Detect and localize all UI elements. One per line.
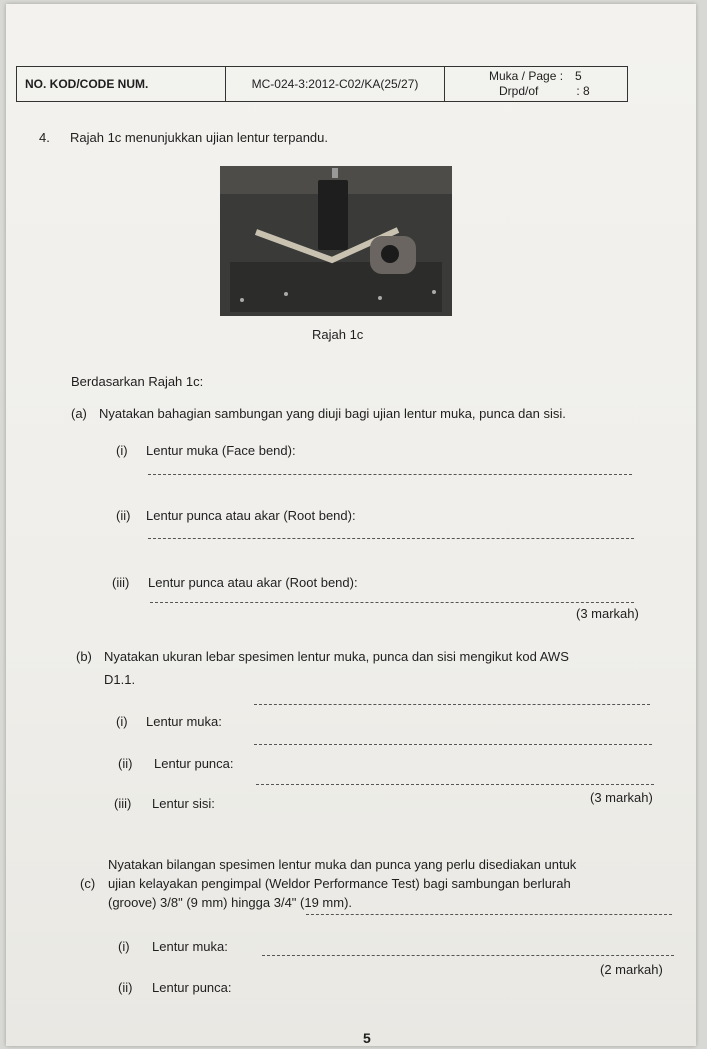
part-c-item-2-num: (ii) bbox=[118, 980, 133, 995]
answer-line[interactable] bbox=[150, 602, 634, 603]
page-label: Muka / Page : bbox=[489, 69, 564, 83]
code-value: MC-024-3:2012-C02/KA(25/27) bbox=[226, 67, 445, 101]
part-c-question-line2: ujian kelayakan pengimpal (Weldor Performance Test) bagi sambungan berlurah bbox=[108, 876, 571, 891]
bend-specimen-illustration bbox=[220, 166, 452, 316]
answer-line[interactable] bbox=[254, 704, 650, 705]
part-a-question: Nyatakan bahagian sambungan yang diuji bagi ujian lentur muka, punca dan sisi. bbox=[99, 406, 566, 421]
page-info bbox=[445, 67, 627, 101]
part-b-item-2-text: Lentur punca: bbox=[154, 756, 234, 771]
code-label: NO. KOD/CODE NUM. bbox=[17, 67, 226, 101]
figure-caption: Rajah 1c bbox=[312, 327, 364, 342]
part-c-item-1-text: Lentur muka: bbox=[152, 939, 228, 954]
page-number: 5 bbox=[363, 1030, 371, 1046]
question-intro: Rajah 1c menunjukkan ujian lentur terpandu. bbox=[70, 130, 329, 145]
answer-line[interactable] bbox=[256, 784, 654, 785]
question-number: 4. bbox=[39, 130, 50, 145]
part-b-item-3-text: Lentur sisi: bbox=[152, 796, 215, 811]
part-a-item-3-text: Lentur punca atau akar (Root bend): bbox=[148, 575, 358, 590]
based-on-text: Berdasarkan Rajah 1c: bbox=[71, 374, 204, 389]
guided-bend-test-photo bbox=[220, 166, 452, 316]
part-b-item-1-text: Lentur muka: bbox=[146, 714, 222, 729]
part-c-label: (c) bbox=[80, 876, 96, 891]
part-b-item-3-num: (iii) bbox=[114, 796, 132, 811]
part-c-question-line1: Nyatakan bilangan spesimen lentur muka dan punca yang perlu disediakan untuk bbox=[108, 857, 577, 872]
exam-page bbox=[6, 4, 696, 1046]
part-a-item-3-num: (iii) bbox=[112, 575, 130, 590]
of-value: : 8 bbox=[576, 84, 590, 98]
part-c-question-line3: (groove) 3/8" (9 mm) hingga 3/4" (19 mm). bbox=[108, 895, 353, 910]
part-b-item-2-num: (ii) bbox=[118, 756, 133, 771]
answer-line[interactable] bbox=[254, 744, 652, 745]
part-a-item-2-num: (ii) bbox=[116, 508, 131, 523]
header-table bbox=[16, 66, 628, 102]
part-b-question-line2: D1.1. bbox=[104, 672, 136, 687]
page-value: 5 bbox=[575, 69, 582, 83]
part-c-item-1-num: (i) bbox=[118, 939, 130, 954]
part-c-marks: (2 markah) bbox=[600, 962, 663, 977]
part-b-marks: (3 markah) bbox=[590, 790, 653, 805]
part-b-item-1-num: (i) bbox=[116, 714, 128, 729]
part-a-item-1-num: (i) bbox=[116, 443, 128, 458]
of-label: Drpd/of bbox=[499, 84, 539, 98]
answer-line[interactable] bbox=[262, 955, 674, 956]
part-a-item-1-text: Lentur muka (Face bend): bbox=[146, 443, 296, 458]
part-a-label: (a) bbox=[71, 406, 87, 421]
part-a-item-2-text: Lentur punca atau akar (Root bend): bbox=[146, 508, 356, 523]
part-a-marks: (3 markah) bbox=[576, 606, 639, 621]
part-b-question-line1: Nyatakan ukuran lebar spesimen lentur muka, punca dan sisi mengikut kod AWS bbox=[104, 649, 569, 664]
answer-line[interactable] bbox=[148, 474, 632, 475]
part-c-item-2-text: Lentur punca: bbox=[152, 980, 232, 995]
part-b-label: (b) bbox=[76, 649, 92, 664]
answer-line[interactable] bbox=[306, 914, 672, 915]
answer-line[interactable] bbox=[148, 538, 634, 539]
